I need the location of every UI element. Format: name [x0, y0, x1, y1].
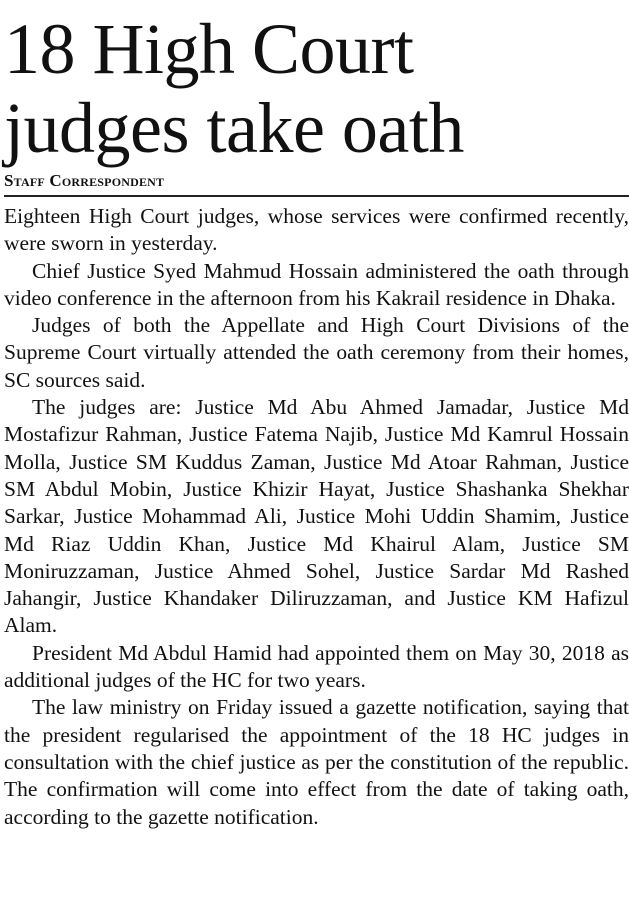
byline-divider	[4, 195, 629, 197]
headline	[4, 0, 629, 168]
headline-line-2: judges take oath	[4, 88, 464, 168]
paragraph-5: President Md Abdul Hamid had appointed them on May 30, 2018 as additional judges of the HC for two years.	[4, 640, 629, 693]
paragraph-4: The judges are: Justice Md Abu Ahmed Jamadar, Justice Md Mostafizur Rahman, Justice Fatema Najib, Justice Md Kamrul Hossain Molla, Justice SM Kuddus Zaman, Justice Md Atoar Rahman, Justice SM Abdul Mobin, Justice Khizir Hayat, Justice Shashanka Shekhar Sarkar, Justice Mohammad Ali, Justice Mohi Uddin Shamim, Justice Md Riaz Uddin Khan, Justice Md Khairul Alam, Justice SM Moniruzzaman, Justice Ahmed Sohel, Justice Sardar Md Rashed Jahangir, Justice Khandaker Diliruzzaman, and Justice KM Hafizul Alam.	[4, 395, 629, 638]
byline: Staff Correspondent	[4, 171, 165, 190]
paragraph-1: Eighteen High Court judges, whose services were confirmed recently, were sworn in yesterday.	[4, 204, 629, 256]
paragraph-2: Chief Justice Syed Mahmud Hossain administered the oath through video conference in the afternoon from his Kakrail residence in Dhaka.	[4, 258, 629, 310]
paragraph-3: Judges of both the Appellate and High Court Divisions of the Supreme Court virtually attended the oath ceremony from their homes, SC sources said.	[4, 313, 629, 392]
headline-line-1: 18 High Court	[4, 9, 414, 89]
paragraph-6: The law ministry on Friday issued a gazette notification, saying that the president regularised the appointment of the 18 HC judges in consultation with the chief justice as per the constitution of the republic. The confirmation will come into effect from the date of taking oath, according to the gazette notification.	[4, 695, 629, 829]
article-body	[4, 203, 629, 831]
